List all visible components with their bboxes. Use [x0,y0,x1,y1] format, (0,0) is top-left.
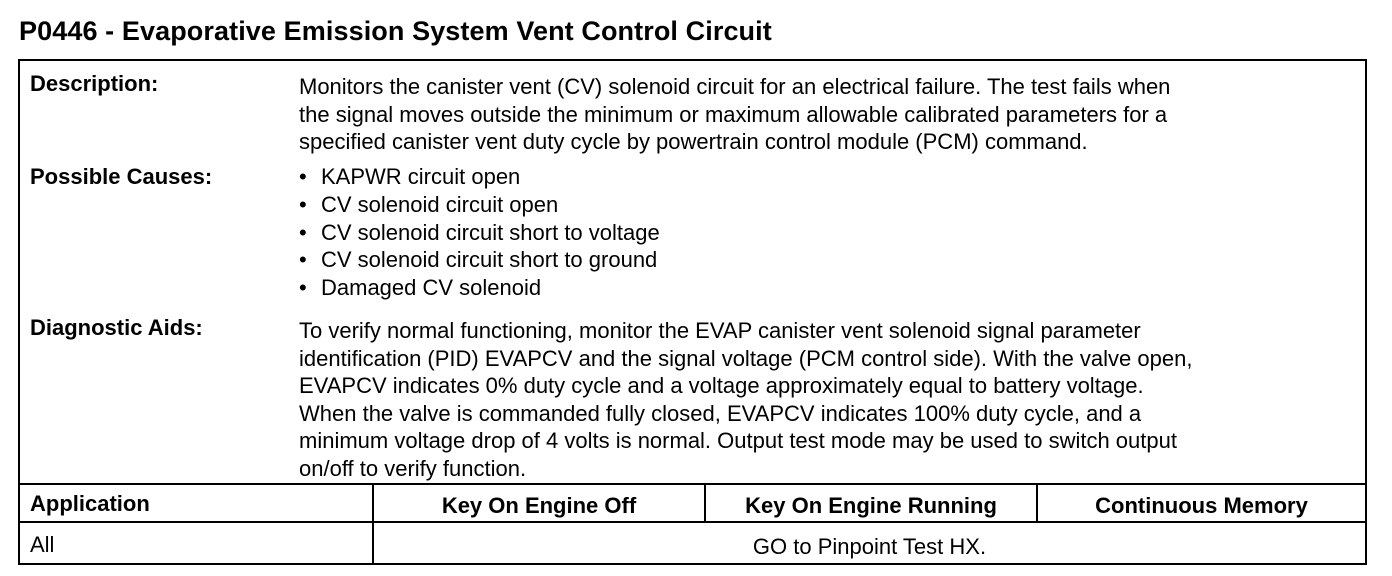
list-item [299,191,660,219]
column-header-application: Application [30,491,150,516]
cause-text: CV solenoid circuit short to ground [321,247,658,273]
description-text [299,73,1359,156]
description-line: Monitors the canister vent (CV) solenoid circuit for an electrical failure. The test fails when [299,74,1171,99]
possible-causes-label: Possible Causes: [30,164,213,189]
list-item [299,163,660,191]
description-label: Description: [30,71,159,96]
diagnostic-aids-text [299,317,1359,483]
column-header-koeo: Key On Engine Off [441,493,637,518]
page-title: P0446 - Evaporative Emission System Vent Control Circuit [19,16,772,46]
cause-text: KAPWR circuit open [321,164,521,189]
description-line: specified canister vent duty cycle by powertrain control module (PCM) command. [299,129,1088,155]
cause-text: CV solenoid circuit open [321,191,559,217]
column-header-koer: Key On Engine Running [745,493,997,518]
diagnostic-table [18,59,1367,565]
bullet-icon: • [299,247,307,273]
bullet-icon: • [299,219,307,245]
diagnostic-aids-line: on/off to verify function. [299,455,527,481]
diagnostic-aids-line: identification (PID) EVAPCV and the signal voltage (PCM control side). With the valve open, [299,345,1193,371]
list-item [299,219,660,247]
list-item [299,274,660,302]
possible-causes-list [299,163,660,302]
diagnostic-aids-line: When the valve is commanded fully closed, EVAPCV indicates 100% duty cycle, and a [299,400,1142,426]
cause-text: CV solenoid circuit short to voltage [321,219,660,245]
cause-text: Damaged CV solenoid [321,275,542,301]
table-divider [20,483,1365,485]
table-divider [20,521,1365,523]
diagnostic-aids-line: minimum voltage drop of 4 volts is normal. Output test mode may be used to switch output [299,428,1177,454]
description-line: the signal moves outside the minimum or maximum allowable calibrated parameters for a [299,101,1168,127]
table-cell-application: All [30,532,55,557]
bullet-icon: • [299,275,307,301]
table-cell-action: GO to Pinpoint Test HX. [752,534,987,559]
column-header-continuous-memory: Continuous Memory [1095,493,1308,518]
bullet-icon: • [299,164,307,189]
diagnostic-aids-line: EVAPCV indicates 0% duty cycle and a voltage approximately equal to battery voltage. [299,373,1144,399]
diagnostic-aids-line: To verify normal functioning, monitor the EVAP canister vent solenoid signal parameter [299,318,1141,343]
diagnostic-aids-label: Diagnostic Aids: [30,315,203,340]
bullet-icon: • [299,191,307,217]
list-item [299,246,660,274]
